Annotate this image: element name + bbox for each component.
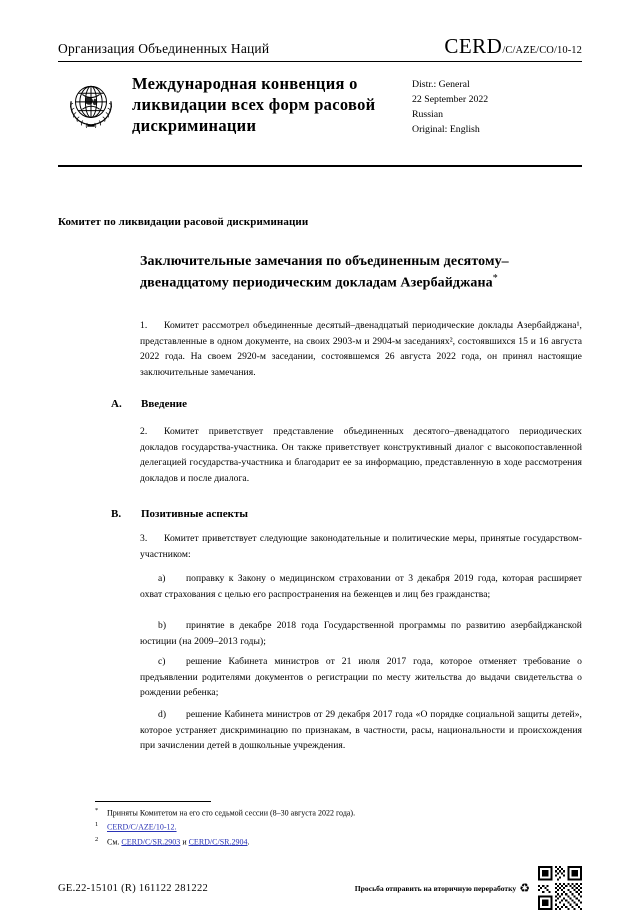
list-item bbox=[140, 571, 582, 602]
document-symbol bbox=[444, 34, 582, 59]
page-footer bbox=[58, 866, 582, 910]
distribution-type: Distr.: General bbox=[412, 79, 470, 90]
page-title-text: Заключительные замечания по объединенным десятому–двенадцатому периодическим докладам Азербайджана bbox=[140, 254, 509, 291]
qr-code bbox=[538, 866, 582, 910]
recycle-notice bbox=[355, 882, 530, 894]
list-item bbox=[140, 618, 582, 649]
recycle-icon: ♻ bbox=[519, 881, 530, 895]
subitem-b-label: b) bbox=[158, 620, 167, 631]
section-b-title: Позитивные аспекты bbox=[141, 508, 248, 520]
paragraph-1 bbox=[140, 318, 582, 380]
paragraph-3 bbox=[140, 531, 582, 562]
paragraph-2-text: Комитет приветствует представление объединенных десятого–двенадцатого периодических докладов государства-участника. Он также приветствует конструктивный диалог с высокопоставленной делегацией государства-участника и благодарит ее за информацию, представленную в ходе рассмотрения докладов и после диалога. bbox=[140, 426, 582, 484]
footnote-1-mark: 1 bbox=[95, 821, 99, 829]
footer-right-group bbox=[355, 866, 582, 910]
footnote-2-conjunction: и bbox=[180, 837, 189, 847]
paragraph-3-number: 3. bbox=[140, 533, 148, 544]
convention-title: Международная конвенция о ликвидации всех форм расовой дискриминации bbox=[132, 74, 376, 136]
masthead-rule-thick bbox=[58, 165, 582, 167]
job-number: GE.22-15101 (R) 161122 281222 bbox=[58, 882, 209, 894]
subitem-d-text: решение Кабинета министров от 29 декабря 2017 года «О порядке социальной защиты детей», которое устраняет дискриминацию по признакам, в частности, расы, национальности и происхождения при зачислении детей в дошкольные учреждения. bbox=[140, 709, 582, 752]
section-a-letter: A. bbox=[111, 398, 122, 410]
subitem-a-text: поправку к Закону о медицинском страховании от 3 декабря 2019 года, которая расширяет охват страхования с целью его распространения на беженцев и лиц без гражданства; bbox=[140, 573, 582, 600]
paragraph-2 bbox=[140, 424, 582, 486]
footnote-1 bbox=[95, 820, 565, 834]
committee-name: Комитет по ликвидации расовой дискриминации bbox=[58, 216, 309, 228]
page-title bbox=[140, 252, 582, 294]
footnote-2 bbox=[95, 835, 565, 849]
list-item bbox=[140, 707, 582, 754]
footnote-2-suffix: . bbox=[247, 837, 250, 847]
section-heading-b bbox=[58, 508, 582, 520]
footnotes bbox=[95, 806, 565, 849]
paragraph-3-text: Комитет приветствует следующие законодательные и политические меры, принятые государством-участником: bbox=[140, 533, 582, 560]
title-asterisk: * bbox=[492, 273, 498, 285]
un-emblem-icon bbox=[60, 74, 122, 136]
organization-name: Организация Объединенных Наций bbox=[58, 41, 270, 56]
distribution-block bbox=[412, 72, 582, 138]
section-b-letter: B. bbox=[111, 508, 122, 520]
footnote-asterisk-text: Приняты Комитетом на его сто седьмой сессии (8–30 августа 2022 года). bbox=[107, 808, 356, 818]
masthead bbox=[58, 34, 582, 148]
paragraph-1-number: 1. bbox=[140, 320, 148, 331]
paragraph-1-text: Комитет рассмотрел объединенные десятый–двенадцатый периодические доклады Азербайджана¹, представленные в одном документе, на своих 2903-м и 2904-м заседаниях², состоявшихся 15 и 16 августа 2022 года. На своем 2920-м заседании, состоявшемся 26 августа 2022 года, он принял настоящие заключительные замечания. bbox=[140, 320, 582, 378]
distribution-original: Original: English bbox=[412, 123, 480, 135]
footnote-2-mark: 2 bbox=[95, 835, 99, 843]
footnote-2-link-2[interactable]: CERD/C/SR.2904 bbox=[188, 837, 248, 847]
section-a-title: Введение bbox=[141, 398, 188, 410]
distribution-language: Russian bbox=[412, 108, 444, 120]
subitem-d-label: d) bbox=[158, 709, 167, 720]
recycle-notice-text: Просьба отправить на вторичную переработку bbox=[354, 883, 517, 893]
footnote-2-link-1[interactable]: CERD/C/SR.2903 bbox=[121, 837, 181, 847]
distribution-date: 22 September 2022 bbox=[412, 93, 489, 105]
masthead-top-row bbox=[58, 34, 582, 61]
footnote-asterisk bbox=[95, 806, 565, 820]
section-heading-a bbox=[58, 398, 582, 410]
paragraph-2-number: 2. bbox=[140, 426, 148, 437]
footnote-1-link[interactable]: CERD/C/AZE/10-12. bbox=[107, 822, 177, 832]
subitem-b-text: принятие в декабре 2018 года Государственной программы по развитию азербайджанской юстиции (на 2009–2013 годы); bbox=[140, 620, 582, 647]
footnote-asterisk-mark: * bbox=[95, 807, 99, 814]
list-item bbox=[140, 654, 582, 701]
document-symbol-rest: /C/AZE/CO/10-12 bbox=[502, 45, 582, 56]
subitem-a-label: a) bbox=[158, 573, 166, 584]
footnote-2-prefix: См. bbox=[107, 837, 122, 847]
document-symbol-main: CERD bbox=[444, 34, 503, 58]
subitem-c-label: c) bbox=[158, 656, 166, 667]
subitem-c-text: решение Кабинета министров от 21 июля 2017 года, которое отменяет требование о предъявлении родителями документов о регистрации по месту жительства до выдачи свидетельства о рождении ребенка; bbox=[140, 656, 582, 699]
footnote-separator bbox=[95, 801, 211, 802]
masthead-body bbox=[58, 62, 582, 148]
